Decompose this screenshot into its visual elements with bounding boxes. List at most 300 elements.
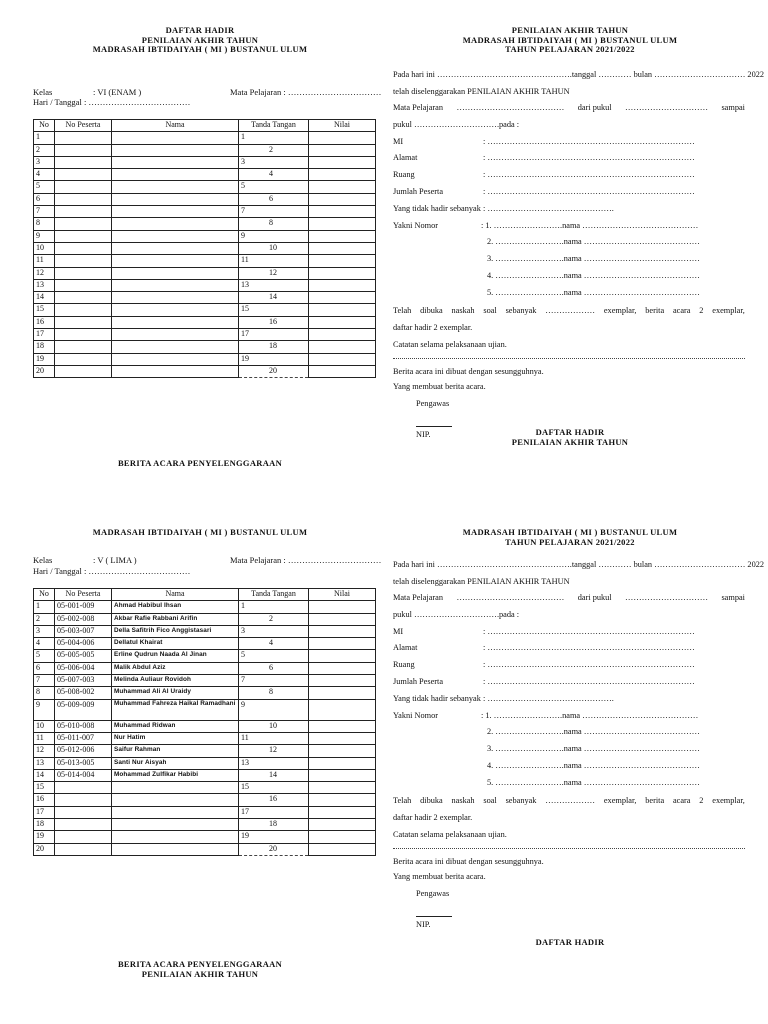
mata-pelajaran: Mata Pelajaran : …………………………… bbox=[230, 87, 382, 97]
cell-tanda-tangan[interactable]: 17 bbox=[239, 329, 309, 341]
cell-nilai[interactable] bbox=[309, 365, 376, 377]
cell-no-peserta: 05-002-008 bbox=[55, 613, 112, 625]
table-row bbox=[34, 638, 376, 650]
cell-tanda-tangan[interactable]: 18 bbox=[239, 341, 309, 353]
cell-no: 13 bbox=[34, 757, 55, 769]
naskah-line[interactable] bbox=[393, 306, 745, 316]
cell-tanda-tangan[interactable]: 19 bbox=[239, 353, 309, 365]
cell-tanda-tangan[interactable]: 12 bbox=[239, 267, 309, 279]
table-row bbox=[34, 675, 376, 687]
cell-no: 17 bbox=[34, 329, 55, 341]
diselenggarakan-line: telah diselenggarakan PENILAIAN AKHIR TAHUN bbox=[393, 576, 570, 586]
nomor-line[interactable]: 3. …………………….nama …………………………………… bbox=[487, 254, 700, 264]
cell-nilai[interactable] bbox=[309, 193, 376, 205]
title-penilaian-top bbox=[400, 26, 740, 55]
cell-no: 6 bbox=[34, 193, 55, 205]
cell-tanda-tangan[interactable]: 3 bbox=[239, 156, 309, 168]
daftar-hadir-exemplar: daftar hadir 2 exemplar. bbox=[393, 813, 473, 822]
cell-no: 17 bbox=[34, 806, 55, 818]
cell-no: 5 bbox=[34, 181, 55, 193]
table-row bbox=[34, 732, 376, 744]
table-row bbox=[34, 662, 376, 674]
cell-no: 16 bbox=[34, 316, 55, 328]
cell-no-peserta bbox=[55, 794, 112, 806]
cell-nilai[interactable] bbox=[309, 218, 376, 230]
word: naskah bbox=[451, 796, 475, 805]
catatan-dotted-line[interactable] bbox=[393, 358, 745, 359]
cell-tanda-tangan[interactable]: 2 bbox=[239, 613, 309, 625]
table-row bbox=[34, 843, 376, 855]
cell-no: 9 bbox=[34, 230, 55, 242]
cell-no-peserta bbox=[55, 292, 112, 304]
cell-nama bbox=[112, 292, 239, 304]
cell-tanda-tangan[interactable]: 4 bbox=[239, 169, 309, 181]
cell-nama bbox=[112, 819, 239, 831]
cell-nilai[interactable] bbox=[309, 255, 376, 267]
table-header-row bbox=[34, 589, 376, 601]
cell-tanda-tangan[interactable]: 17 bbox=[239, 806, 309, 818]
cell-nama: Nur Hatim bbox=[112, 732, 239, 744]
table-row bbox=[34, 181, 376, 193]
cell-tanda-tangan[interactable]: 14 bbox=[239, 769, 309, 781]
cell-no: 15 bbox=[34, 304, 55, 316]
title-line: MADRASAH IBTIDAIYAH ( MI ) BUSTANUL ULUM bbox=[462, 34, 678, 45]
cell-no-peserta bbox=[55, 255, 112, 267]
cell-nama: Erline Qudrun Naada Al Jinan bbox=[112, 650, 239, 662]
word: Mata Pelajaran bbox=[393, 103, 443, 112]
word: ………………………………… bbox=[456, 593, 565, 602]
cell-tanda-tangan[interactable]: 20 bbox=[239, 365, 309, 377]
word: berita bbox=[645, 306, 665, 315]
cell-no: 20 bbox=[34, 843, 55, 855]
cell-tanda-tangan[interactable]: 16 bbox=[239, 794, 309, 806]
cell-nilai[interactable] bbox=[309, 794, 376, 806]
cell-no-peserta: 05-003-007 bbox=[55, 625, 112, 637]
cell-no-peserta bbox=[55, 304, 112, 316]
cell-tanda-tangan[interactable]: 20 bbox=[239, 843, 309, 855]
field-label: MI bbox=[393, 626, 404, 636]
cell-no: 18 bbox=[34, 819, 55, 831]
cell-nilai[interactable] bbox=[309, 132, 376, 144]
cell-nama: Muhammad Fahreza Haikal Ramadhani bbox=[112, 699, 239, 720]
cell-nilai[interactable] bbox=[309, 699, 376, 720]
nomor-line[interactable]: 4. …………………….nama …………………………………… bbox=[487, 761, 700, 771]
col-no: No bbox=[34, 120, 55, 132]
col-tanda-tangan: Tanda Tangan bbox=[239, 589, 309, 601]
cell-nilai[interactable] bbox=[309, 687, 376, 699]
yang-membuat: Yang membuat berita acara. bbox=[393, 872, 486, 881]
word: ……………… bbox=[545, 796, 596, 805]
field-value[interactable]: : ………………………………………………………………… bbox=[483, 153, 695, 163]
field-value[interactable]: : ………………………………………………………………… bbox=[483, 626, 695, 636]
cell-nama bbox=[112, 169, 239, 181]
cell-nilai[interactable] bbox=[309, 304, 376, 316]
cell-no-peserta bbox=[55, 782, 112, 794]
cell-tanda-tangan[interactable]: 10 bbox=[239, 720, 309, 732]
cell-nilai[interactable] bbox=[309, 769, 376, 781]
word: naskah bbox=[451, 306, 475, 315]
cell-nama: Della Safitrih Fico Anggistasari bbox=[112, 625, 239, 637]
cell-tanda-tangan[interactable]: 1 bbox=[239, 132, 309, 144]
cell-no-peserta bbox=[55, 843, 112, 855]
cell-no-peserta: 05-009-009 bbox=[55, 699, 112, 720]
cell-no-peserta bbox=[55, 831, 112, 843]
nomor-line[interactable]: 3. …………………….nama …………………………………… bbox=[487, 744, 700, 754]
cell-nilai[interactable] bbox=[309, 662, 376, 674]
cell-nilai[interactable] bbox=[309, 613, 376, 625]
nomor-line[interactable]: 5. …………………….nama …………………………………… bbox=[487, 778, 700, 788]
cell-nilai[interactable] bbox=[309, 169, 376, 181]
cell-nama bbox=[112, 279, 239, 291]
tidak-hadir-line[interactable]: Yang tidak hadir sebanyak : ………………………………………. bbox=[393, 693, 614, 703]
nomor-line[interactable]: 4. …………………….nama …………………………………… bbox=[487, 271, 700, 281]
field-value[interactable]: : ………………………………………………………………… bbox=[483, 643, 695, 653]
hari-tanggal: Hari / Tanggal : ……………………………… bbox=[33, 566, 191, 576]
title-line: PENILAIAN AKHIR TAHUN bbox=[141, 968, 259, 979]
cell-no-peserta: 05-005-005 bbox=[55, 650, 112, 662]
cell-nama bbox=[112, 806, 239, 818]
cell-tanda-tangan[interactable]: 18 bbox=[239, 819, 309, 831]
cell-tanda-tangan[interactable]: 19 bbox=[239, 831, 309, 843]
table-row bbox=[34, 218, 376, 230]
cell-tanda-tangan[interactable]: 2 bbox=[239, 144, 309, 156]
field-value[interactable]: : ………………………………………………………………… bbox=[483, 676, 695, 686]
col-no: No bbox=[34, 589, 55, 601]
col-no-peserta: No Peserta bbox=[55, 120, 112, 132]
cell-tanda-tangan[interactable]: 5 bbox=[239, 650, 309, 662]
cell-no: 7 bbox=[34, 675, 55, 687]
title-line: PENILAIAN AKHIR TAHUN bbox=[141, 34, 259, 45]
cell-nilai[interactable] bbox=[309, 341, 376, 353]
col-nama: Nama bbox=[112, 120, 239, 132]
cell-nama bbox=[112, 144, 239, 156]
cell-no-peserta bbox=[55, 156, 112, 168]
cell-nama bbox=[112, 316, 239, 328]
hari-tanggal: Hari / Tanggal : ……………………………… bbox=[33, 97, 191, 107]
title-daftar-hadir-top bbox=[40, 26, 360, 55]
cell-nilai[interactable] bbox=[309, 242, 376, 254]
cell-nilai[interactable] bbox=[309, 353, 376, 365]
cell-no: 19 bbox=[34, 353, 55, 365]
word: exemplar, bbox=[712, 306, 745, 315]
cell-no: 9 bbox=[34, 699, 55, 720]
cell-nilai[interactable] bbox=[309, 206, 376, 218]
table-row bbox=[34, 267, 376, 279]
field-label: Ruang bbox=[393, 170, 415, 180]
cell-no-peserta bbox=[55, 132, 112, 144]
cell-tanda-tangan[interactable]: 4 bbox=[239, 638, 309, 650]
nomor-line[interactable]: 5. …………………….nama …………………………………… bbox=[487, 288, 700, 298]
nomor-line[interactable]: : 1. …………………….nama …………………………………… bbox=[481, 710, 699, 720]
word: ……………… bbox=[545, 306, 596, 315]
signature-line[interactable] bbox=[416, 426, 452, 427]
cell-tanda-tangan[interactable]: 7 bbox=[239, 675, 309, 687]
cell-no-peserta: 05-001-009 bbox=[55, 601, 112, 613]
field-label: Ruang bbox=[393, 660, 415, 670]
pada-hari-line[interactable]: Pada hari ini ………………………………………….tanggal ………… bulan …………………………… 2022 bbox=[393, 70, 765, 79]
cell-nilai[interactable] bbox=[309, 732, 376, 744]
cell-tanda-tangan[interactable]: 9 bbox=[239, 699, 309, 720]
cell-no: 18 bbox=[34, 341, 55, 353]
cell-no: 8 bbox=[34, 218, 55, 230]
word: soal bbox=[483, 306, 497, 315]
cell-nilai[interactable] bbox=[309, 675, 376, 687]
cell-nilai[interactable] bbox=[309, 316, 376, 328]
table-row bbox=[34, 650, 376, 662]
cell-tanda-tangan[interactable]: 9 bbox=[239, 230, 309, 242]
cell-nilai[interactable] bbox=[309, 156, 376, 168]
cell-tanda-tangan[interactable]: 14 bbox=[239, 292, 309, 304]
cell-nama bbox=[112, 156, 239, 168]
field-label: Alamat bbox=[393, 153, 418, 163]
pukul-line[interactable]: pukul ………………………….pada : bbox=[393, 610, 520, 619]
table-row bbox=[34, 242, 376, 254]
word: ………………………… bbox=[625, 593, 709, 602]
cell-nama bbox=[112, 132, 239, 144]
nomor-line[interactable]: 2. …………………….nama …………………………………… bbox=[487, 727, 700, 737]
cell-nama: Melinda Auliaur Rovidoh bbox=[112, 675, 239, 687]
signature-line[interactable] bbox=[416, 916, 452, 917]
cell-no-peserta bbox=[55, 316, 112, 328]
cell-tanda-tangan[interactable]: 12 bbox=[239, 745, 309, 757]
cell-nilai[interactable] bbox=[309, 806, 376, 818]
pukul-line[interactable]: pukul ………………………….pada : bbox=[393, 120, 520, 129]
cell-nama bbox=[112, 329, 239, 341]
cell-no-peserta bbox=[55, 181, 112, 193]
title-line: DAFTAR HADIR bbox=[165, 25, 235, 35]
cell-tanda-tangan[interactable]: 7 bbox=[239, 206, 309, 218]
cell-no: 10 bbox=[34, 242, 55, 254]
cell-nama: Muhammad Ali Al Uraidy bbox=[112, 687, 239, 699]
cell-nilai[interactable] bbox=[309, 292, 376, 304]
nomor-line[interactable]: 2. …………………….nama …………………………………… bbox=[487, 237, 700, 247]
cell-nilai[interactable] bbox=[309, 181, 376, 193]
cell-tanda-tangan[interactable]: 6 bbox=[239, 193, 309, 205]
cell-nilai[interactable] bbox=[309, 720, 376, 732]
cell-tanda-tangan[interactable]: 8 bbox=[239, 218, 309, 230]
table-row bbox=[34, 341, 376, 353]
word: berita bbox=[645, 796, 665, 805]
cell-nama bbox=[112, 255, 239, 267]
table-row bbox=[34, 699, 376, 720]
kelas-label: Kelas bbox=[33, 87, 53, 97]
cell-nilai[interactable] bbox=[309, 782, 376, 794]
cell-no-peserta: 05-012-006 bbox=[55, 745, 112, 757]
cell-no-peserta bbox=[55, 169, 112, 181]
cell-nama bbox=[112, 304, 239, 316]
word: sampai bbox=[721, 593, 745, 602]
nip-label: NIP. bbox=[416, 430, 431, 439]
title-line: MADRASAH IBTIDAIYAH ( MI ) BUSTANUL ULUM bbox=[462, 527, 678, 537]
cell-nilai[interactable] bbox=[309, 745, 376, 757]
cell-tanda-tangan[interactable]: 13 bbox=[239, 279, 309, 291]
cell-nama bbox=[112, 782, 239, 794]
cell-nilai[interactable] bbox=[309, 650, 376, 662]
kelas-value: : V ( LIMA ) bbox=[93, 555, 137, 565]
word: Telah bbox=[393, 796, 412, 805]
table-row bbox=[34, 613, 376, 625]
table-row bbox=[34, 794, 376, 806]
table-row bbox=[34, 720, 376, 732]
cell-nilai[interactable] bbox=[309, 329, 376, 341]
mata-pelajaran-line[interactable] bbox=[393, 593, 745, 603]
diselenggarakan-line: telah diselenggarakan PENILAIAN AKHIR TAHUN bbox=[393, 86, 570, 96]
field-value[interactable]: : ………………………………………………………………… bbox=[483, 170, 695, 180]
cell-no-peserta: 05-014-004 bbox=[55, 769, 112, 781]
catatan-dotted-line[interactable] bbox=[393, 848, 745, 849]
cell-tanda-tangan[interactable]: 1 bbox=[239, 601, 309, 613]
word: soal bbox=[483, 796, 497, 805]
cell-nama: Santi Nur Aisyah bbox=[112, 757, 239, 769]
table-row bbox=[34, 769, 376, 781]
col-nilai: Nilai bbox=[309, 589, 376, 601]
cell-no-peserta bbox=[55, 242, 112, 254]
mata-pelajaran-line[interactable] bbox=[393, 103, 745, 113]
nip-label: NIP. bbox=[416, 920, 431, 929]
cell-tanda-tangan[interactable]: 6 bbox=[239, 662, 309, 674]
tidak-hadir-line[interactable]: Yang tidak hadir sebanyak : ………………………………………. bbox=[393, 203, 614, 213]
cell-no: 2 bbox=[34, 144, 55, 156]
cell-nilai[interactable] bbox=[309, 144, 376, 156]
catatan-label: Catatan selama pelaksanaan ujian. bbox=[393, 830, 507, 839]
table-header-row bbox=[34, 120, 376, 132]
cell-no: 13 bbox=[34, 279, 55, 291]
col-nama: Nama bbox=[112, 589, 239, 601]
cell-nilai[interactable] bbox=[309, 230, 376, 242]
cell-nama bbox=[112, 242, 239, 254]
cell-no-peserta bbox=[55, 230, 112, 242]
cell-no: 15 bbox=[34, 782, 55, 794]
cell-no: 11 bbox=[34, 255, 55, 267]
cell-tanda-tangan[interactable]: 11 bbox=[239, 732, 309, 744]
cell-no: 10 bbox=[34, 720, 55, 732]
cell-no-peserta: 05-004-006 bbox=[55, 638, 112, 650]
pengawas-label: Pengawas bbox=[416, 889, 450, 898]
word: 2 bbox=[699, 796, 704, 805]
pada-hari-line[interactable]: Pada hari ini ………………………………………….tanggal ………… bulan …………………………… 2022 bbox=[393, 560, 765, 569]
cell-no: 8 bbox=[34, 687, 55, 699]
cell-nama bbox=[112, 230, 239, 242]
cell-no: 3 bbox=[34, 156, 55, 168]
cell-tanda-tangan[interactable]: 15 bbox=[239, 782, 309, 794]
cell-no: 12 bbox=[34, 745, 55, 757]
daftar-hadir-exemplar: daftar hadir 2 exemplar. bbox=[393, 323, 473, 332]
cell-tanda-tangan[interactable]: 11 bbox=[239, 255, 309, 267]
title-madrasah-bottom-right bbox=[400, 528, 740, 547]
cell-nilai[interactable] bbox=[309, 625, 376, 637]
cell-no-peserta: 05-008-002 bbox=[55, 687, 112, 699]
cell-tanda-tangan[interactable]: 15 bbox=[239, 304, 309, 316]
title-line: TAHUN PELAJARAN 2021/2022 bbox=[505, 44, 635, 54]
cell-no-peserta bbox=[55, 819, 112, 831]
table-row bbox=[34, 625, 376, 637]
cell-tanda-tangan[interactable]: 3 bbox=[239, 625, 309, 637]
word: ………………………………… bbox=[456, 103, 565, 112]
cell-no-peserta bbox=[55, 353, 112, 365]
yakni-nomor-label: Yakni Nomor bbox=[393, 710, 439, 720]
cell-nilai[interactable] bbox=[309, 831, 376, 843]
cell-nilai[interactable] bbox=[309, 819, 376, 831]
cell-nama bbox=[112, 218, 239, 230]
field-value[interactable]: : ………………………………………………………………… bbox=[483, 660, 695, 670]
cell-nama bbox=[112, 353, 239, 365]
word: exemplar, bbox=[603, 796, 637, 805]
cell-nama bbox=[112, 206, 239, 218]
word: Mata Pelajaran bbox=[393, 593, 443, 602]
cell-no: 12 bbox=[34, 267, 55, 279]
nomor-line[interactable]: : 1. …………………….nama …………………………………… bbox=[481, 220, 699, 230]
cell-nilai[interactable] bbox=[309, 279, 376, 291]
cell-no: 3 bbox=[34, 625, 55, 637]
cell-no-peserta: 05-006-004 bbox=[55, 662, 112, 674]
catatan-label: Catatan selama pelaksanaan ujian. bbox=[393, 340, 507, 349]
title-line: PENILAIAN AKHIR TAHUN bbox=[511, 436, 629, 447]
cell-no: 14 bbox=[34, 769, 55, 781]
word: exemplar, bbox=[603, 306, 637, 315]
cell-nama bbox=[112, 843, 239, 855]
cell-no: 14 bbox=[34, 292, 55, 304]
word: sebanyak bbox=[505, 796, 537, 805]
word: dibuka bbox=[420, 306, 443, 315]
field-value[interactable]: : ………………………………………………………………… bbox=[483, 136, 695, 146]
cell-no: 20 bbox=[34, 365, 55, 377]
cell-nilai[interactable] bbox=[309, 757, 376, 769]
cell-nilai[interactable] bbox=[309, 843, 376, 855]
word: exemplar, bbox=[712, 796, 745, 805]
table-row bbox=[34, 757, 376, 769]
cell-tanda-tangan[interactable]: 13 bbox=[239, 757, 309, 769]
word: sebanyak bbox=[505, 306, 537, 315]
cell-tanda-tangan[interactable]: 8 bbox=[239, 687, 309, 699]
title-line: PENILAIAN AKHIR TAHUN bbox=[511, 25, 629, 35]
table-row bbox=[34, 292, 376, 304]
cell-nama bbox=[112, 267, 239, 279]
table-row bbox=[34, 255, 376, 267]
title-line: BERITA ACARA PENYELENGGARAAN bbox=[117, 959, 283, 969]
attendance-table-bottom bbox=[33, 588, 376, 856]
field-label: MI bbox=[393, 136, 404, 146]
cell-nilai[interactable] bbox=[309, 267, 376, 279]
table-row bbox=[34, 687, 376, 699]
word: dibuka bbox=[420, 796, 443, 805]
field-label: Alamat bbox=[393, 643, 418, 653]
cell-no: 4 bbox=[34, 638, 55, 650]
cell-nilai[interactable] bbox=[309, 601, 376, 613]
kelas-label: Kelas bbox=[33, 555, 53, 565]
cell-tanda-tangan[interactable]: 5 bbox=[239, 181, 309, 193]
table-row bbox=[34, 365, 376, 377]
title-madrasah-bottom: MADRASAH IBTIDAIYAH ( MI ) BUSTANUL ULUM bbox=[92, 527, 308, 537]
cell-nama bbox=[112, 181, 239, 193]
berita-acara-heading-bottom bbox=[40, 960, 360, 979]
naskah-line[interactable] bbox=[393, 796, 745, 806]
daftar-hadir-heading: DAFTAR HADIR bbox=[535, 937, 605, 947]
field-label: Jumlah Peserta bbox=[393, 676, 444, 686]
cell-tanda-tangan[interactable]: 16 bbox=[239, 316, 309, 328]
word: 2 bbox=[699, 306, 704, 315]
table-row bbox=[34, 193, 376, 205]
table-row bbox=[34, 819, 376, 831]
word: sampai bbox=[721, 103, 745, 112]
table-row bbox=[34, 144, 376, 156]
cell-nama: Malik Abdul Aziz bbox=[112, 662, 239, 674]
cell-tanda-tangan[interactable]: 10 bbox=[239, 242, 309, 254]
field-value[interactable]: : ………………………………………………………………… bbox=[483, 186, 695, 196]
cell-no: 19 bbox=[34, 831, 55, 843]
cell-no-peserta: 05-011-007 bbox=[55, 732, 112, 744]
cell-nilai[interactable] bbox=[309, 638, 376, 650]
table-row bbox=[34, 745, 376, 757]
